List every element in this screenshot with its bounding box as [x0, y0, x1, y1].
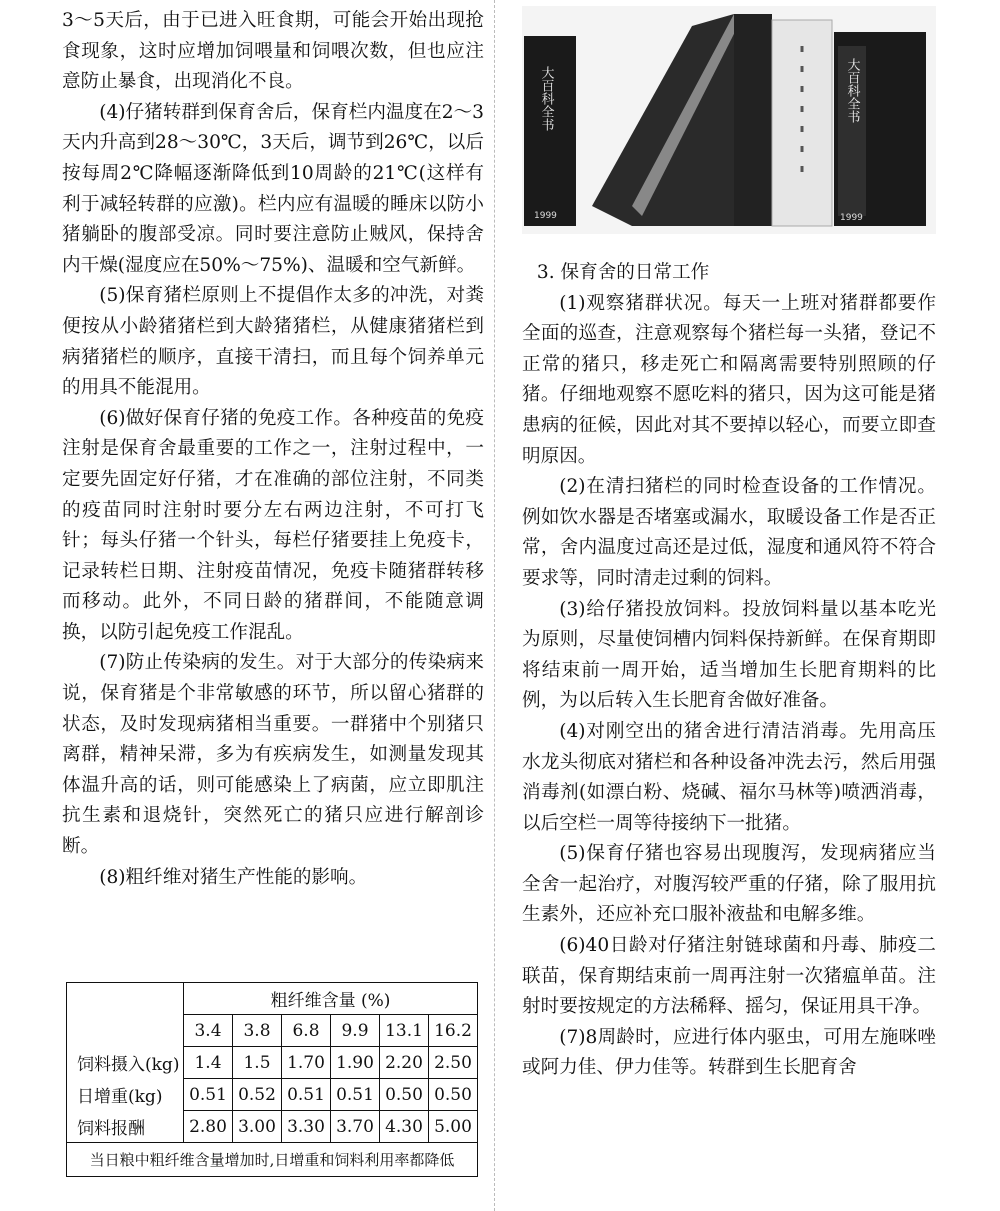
table-cell: 3.30 [282, 1111, 331, 1143]
section-heading: 3. 保育舍的日常工作 [536, 262, 710, 283]
paragraph-daily-3: (3)给仔猪投放饲料。投放饲料量以基本吃光为原则，尽量使饲槽内饲料保持新鲜。在保育期即将结束前一周开始，适当增加生长肥育期料的比例，为以后转入生长肥育舍做好准备。 [522, 598, 936, 712]
table-cell: 2.20 [380, 1047, 429, 1079]
paragraph-item-4: (4)仔猪转群到保育舍后，保育栏内温度在2～3天内升高到28～30℃，3天后，调节到26℃，以后按每周2℃降幅逐渐降低到10周龄的21℃(这样有利于减轻转群的应激)。栏内应有温暖的睡床以防小猪躺卧的腹部受凉。同时要注意防止贼风，保持舍内干燥(湿度应在50%～75%)、温暖和空气新鲜。 [62, 101, 484, 276]
paragraph-daily-4: (4)对刚空出的猪舍进行清洁消毒。先用高压水龙头彻底对猪栏和各种设备冲洗去污，然后用强消毒剂(如漂白粉、烧碱、福尔马林等)喷洒消毒，以后空栏一周等待接纳下一批猪。 [522, 720, 936, 834]
paragraph-daily-1: (1)观察猪群状况。每天一上班对猪群都要作全面的巡查，注意观察每个猪栏每一头猪，登记不正常的猪只，移走死亡和隔离需要特别照顾的仔猪。仔细地观察不愿吃料的猪只，因为这可能是猪患病的征候，因此对其不要掉以轻心，而要立即查明原因。 [522, 292, 936, 467]
table-note-row [67, 1143, 478, 1177]
table-row-label: 日增重(kg) [67, 1079, 184, 1111]
table-column-header: 9.9 [331, 1015, 380, 1047]
table-column-header: 3.8 [233, 1015, 282, 1047]
book-left-spine [524, 36, 576, 226]
table-cell: 0.50 [429, 1079, 478, 1111]
table-cell: 0.50 [380, 1079, 429, 1111]
table-row [67, 1111, 478, 1143]
table-cell: 0.51 [184, 1079, 233, 1111]
right-column [522, 258, 936, 1084]
paragraph-daily-7: (7)8周龄时，应进行体内驱虫，可用左施咪唑或阿力佳、伊力佳等。转群到生长肥育舍 [522, 1026, 936, 1079]
table-cell: 1.70 [282, 1047, 331, 1079]
book-right-year: 1999 [840, 213, 863, 223]
table-corner-cell [67, 983, 184, 1047]
column-divider [494, 0, 495, 1211]
table-note: 当日粮中粗纤维含量增加时,日增重和饲料利用率都降低 [67, 1143, 478, 1177]
table-column-header: 16.2 [429, 1015, 478, 1047]
table-row [67, 1079, 478, 1111]
left-column [62, 6, 484, 893]
table-cell: 2.50 [429, 1047, 478, 1079]
table-cell: 3.70 [331, 1111, 380, 1143]
paragraph-daily-5: (5)保育仔猪也容易出现腹泻，发现病猪应当全舍一起治疗，对腹泻较严重的仔猪，除了服用抗生素外，还应补充口服补液盐和电解多维。 [522, 843, 936, 926]
table-group-header: 粗纤维含量 (%) [184, 983, 478, 1015]
table-cell: 5.00 [429, 1111, 478, 1143]
table-row-label: 饲料摄入(kg) [67, 1047, 184, 1079]
table-cell: 0.51 [282, 1079, 331, 1111]
table-cell: 1.4 [184, 1047, 233, 1079]
table-cell: 0.51 [331, 1079, 380, 1111]
table-header-row [67, 983, 478, 1015]
book-right-title: 大百科全书 [844, 58, 860, 123]
paragraph-daily-2: (2)在清扫猪栏的同时检查设备的工作情况。例如饮水器是否堵塞或漏水，取暖设备工作是否正常，舍内温度过高还是过低，湿度和通风符不符合要求等，同时清走过剩的饲料。 [522, 476, 936, 589]
table-cell: 1.5 [233, 1047, 282, 1079]
paragraph-continuation: 3～5天后，由于已进入旺食期，可能会开始出现抢食现象，这时应增加饲喂量和饲喂次数，但也应注意防止暴食，出现消化不良。 [62, 10, 484, 93]
encyclopedia-books-photo [522, 6, 936, 234]
table-column-header: 6.8 [282, 1015, 331, 1047]
book-dark-spine [734, 14, 772, 226]
book-left-year: 1999 [534, 211, 557, 221]
paragraph-item-8: (8)粗纤维对猪生产性能的影响。 [99, 866, 368, 888]
table-cell: 4.30 [380, 1111, 429, 1143]
table-cell: 3.00 [233, 1111, 282, 1143]
paragraph-daily-6: (6)40日龄对仔猪注射链球菌和丹毒、肺疫二联苗，保育期结束前一周再注射一次猪瘟单苗。注射时要按规定的方法稀释、摇匀，保证用具干净。 [522, 935, 936, 1018]
table-row-label: 饲料报酬 [67, 1111, 184, 1143]
table-column-header: 13.1 [380, 1015, 429, 1047]
book-left-title: 大百科全书 [538, 66, 554, 131]
paragraph-item-6: (6)做好保育仔猪的免疫工作。各种疫苗的免疫注射是保育舍最重要的工作之一，注射过程中，一定要先固定好仔猪，才在准确的部位注射，不同类的疫苗同时注射时要分左右两边注射，不可打飞针；每头仔猪一个针头，每栏仔猪要挂上免疫卡，记录转栏日期、注射疫苗情况，免疫卡随猪群转移而移动。此外，不同日龄的猪群间，不能随意调换，以防引起免疫工作混乱。 [62, 407, 484, 643]
table-row [67, 1047, 478, 1079]
table-cell: 1.90 [331, 1047, 380, 1079]
table-column-header: 3.4 [184, 1015, 233, 1047]
paragraph-item-7: (7)防止传染病的发生。对于大部分的传染病来说，保育猪是个非常敏感的环节，所以留心猪群的状态，及时发现病猪相当重要。一群猪中个别猪只离群，精神呆滞，多为有疾病发生，如测量发现其体温升高的话，则可能感染上了病菌，应立即肌注抗生素和退烧针，突然死亡的猪只应进行解剖诊断。 [62, 652, 484, 858]
table-cell: 2.80 [184, 1111, 233, 1143]
table-cell: 0.52 [233, 1079, 282, 1111]
paragraph-item-5: (5)保育猪栏原则上不提倡作太多的冲洗，对粪便按从小龄猪猪栏到大龄猪猪栏，从健康猪猪栏到病猪猪栏的顺序，直接干清扫，而且每个饲养单元的用具不能混用。 [62, 285, 484, 399]
fiber-performance-table [66, 982, 478, 1177]
